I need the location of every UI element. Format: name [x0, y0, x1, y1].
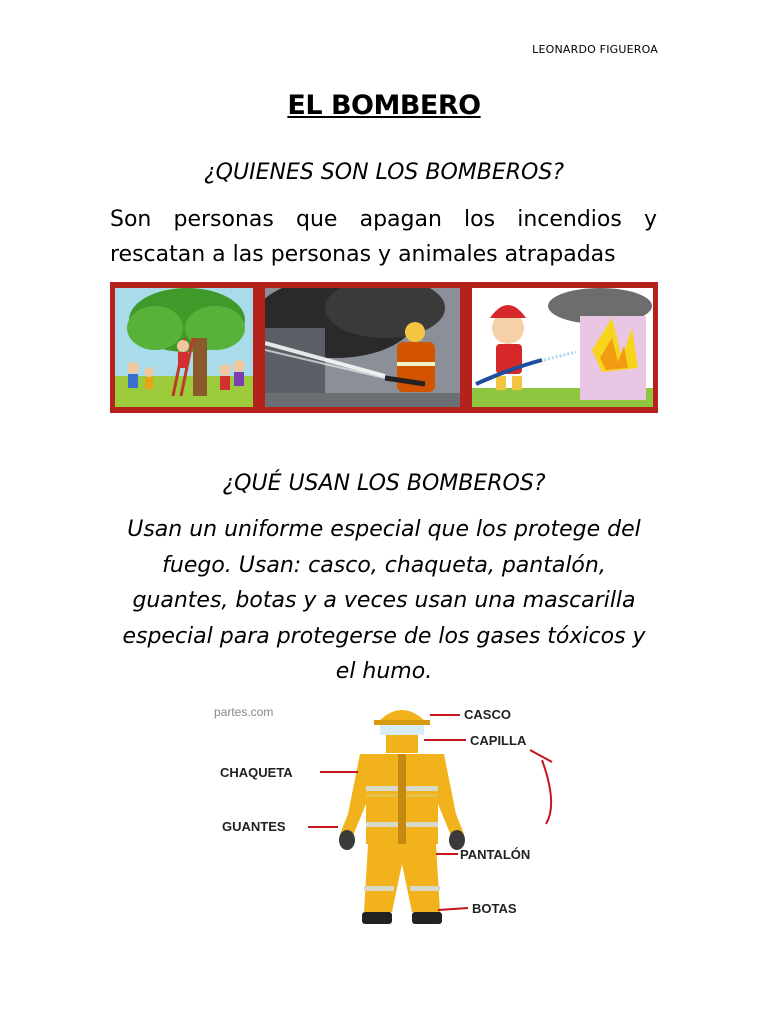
answer-what: Usan un uniforme especial que los protege del fuego. Usan: casco, chaqueta, pantalón, guantes, botas y a veces usan una mascarilla especial para protegerse de los gases tóxicos y el humo.	[122, 517, 646, 684]
boot-left	[362, 912, 392, 924]
author-name: LEONARDO FIGUEROA	[532, 43, 658, 56]
label-guantes: GUANTES	[222, 819, 286, 834]
tree-rescue-image	[115, 288, 253, 407]
answer-who: Son personas que apagan los incendios y rescatan a las personas y animales atrapadas	[110, 207, 657, 267]
page-title: EL BOMBERO	[287, 90, 481, 121]
label-botas: BOTAS	[472, 901, 517, 916]
label-pantalon: PANTALÓN	[460, 847, 531, 862]
question-what: ¿QUÉ USAN LOS BOMBEROS?	[222, 471, 546, 496]
cartoon-firefighter-image	[472, 288, 653, 407]
uniform-diagram	[212, 694, 554, 934]
pants-shape	[364, 844, 440, 912]
boot-right	[412, 912, 442, 924]
label-casco: CASCO	[464, 707, 511, 722]
watermark-text: partes.com	[214, 705, 274, 719]
glove-left	[339, 830, 355, 850]
firefighter-image-strip	[110, 282, 658, 413]
question-who: ¿QUIENES SON LOS BOMBEROS?	[203, 160, 564, 185]
label-chaqueta: CHAQUETA	[220, 765, 293, 780]
firefighter-photo	[265, 288, 460, 407]
label-capilla: CAPILLA	[470, 733, 527, 748]
